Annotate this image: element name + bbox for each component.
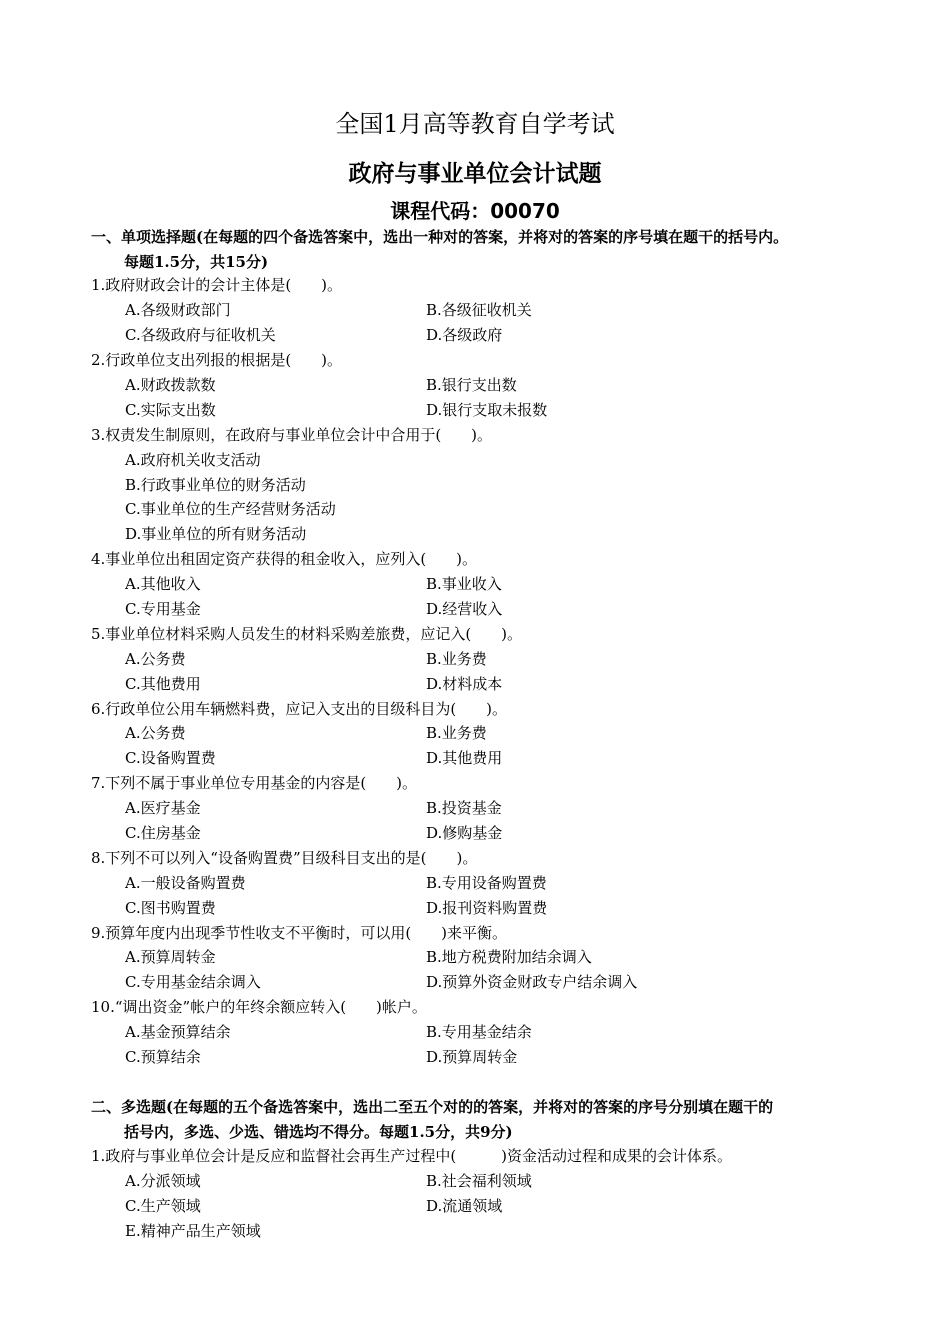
option-a: A.公务费 [125,650,186,668]
option-c: C.专用基金 [125,600,201,618]
option-c: C.住房基金 [125,824,201,842]
option-b: B.地方税费附加结余调入 [426,948,592,966]
option-e: E.精神产品生产领域 [125,1222,261,1240]
option-b: B.业务费 [426,650,487,668]
option-c: C.事业单位的生产经营财务活动 [125,500,336,518]
option-b: B.银行支出数 [426,376,517,394]
option-b: B.社会福利领域 [426,1172,532,1190]
option-d: D.预算外资金财政专户结余调入 [426,973,638,991]
course-code: 课程代码：00070 [390,199,560,223]
question-stem: 10.“调出资金”帐户的年终余额应转入( )帐户。 [91,998,427,1016]
exam-subtitle: 政府与事业单位会计试题 [348,161,602,187]
question-stem: 2.行政单位支出列报的根据是( )。 [91,351,343,369]
option-a: A.分派领域 [125,1172,201,1190]
option-b: B.业务费 [426,724,487,742]
question-stem: 6.行政单位公用车辆燃料费，应记入支出的目级科目为( )。 [91,700,508,718]
option-a: A.基金预算结余 [125,1023,231,1041]
option-d: D.各级政府 [426,326,503,344]
question-stem: 1.政府财政会计的会计主体是( )。 [91,276,343,294]
question-stem: 5.事业单位材料采购人员发生的材料采购差旅费，应记入( )。 [91,625,523,643]
option-d: D.其他费用 [426,749,503,767]
option-b: B.各级征收机关 [426,301,532,319]
question-stem: 1.政府与事业单位会计是反应和监督社会再生产过程中( )资金活动过程和成果的会计体系。 [91,1147,733,1165]
option-a: A.其他收入 [125,575,201,593]
option-a: A.公务费 [125,724,186,742]
exam-title: 全国1月高等教育自学考试 [335,110,615,138]
section2-heading-line1: 二、多选题(在每题的五个备选答案中，选出二至五个对的的答案，并将对的答案的序号分别填在题干的 [91,1098,774,1116]
option-c: C.图书购置费 [125,899,216,917]
section1-heading-line1: 一、单项选择题(在每题的四个备选答案中，选出一种对的答案，并将对的答案的序号填在题干的括号内。 [91,228,789,246]
option-d: D.流通领域 [426,1197,503,1215]
option-d: D.经营收入 [426,600,503,618]
option-a: A.一般设备购置费 [125,874,246,892]
section2-heading-line2: 括号内，多选、少选、错选均不得分。每题1.5分，共9分) [124,1122,513,1141]
option-b: B.专用设备购置费 [426,874,547,892]
option-c: C.其他费用 [125,675,201,693]
option-a: A.财政拨款数 [125,376,216,394]
option-b: B.事业收入 [426,575,502,593]
option-a: A.政府机关收支活动 [125,451,261,469]
option-d: D.修购基金 [426,824,503,842]
option-b: B.投资基金 [426,799,502,817]
option-d: D.银行支取未报数 [426,401,548,419]
question-stem: 4.事业单位出租固定资产获得的租金收入，应列入( )。 [91,550,478,568]
option-c: C.预算结余 [125,1048,201,1066]
question-stem: 7.下列不属于事业单位专用基金的内容是( )。 [91,774,418,792]
section1-heading-line2: 每题1.5分，共15分) [124,252,269,271]
option-d: D.预算周转金 [426,1048,518,1066]
option-a: A.预算周转金 [125,948,216,966]
option-b: B.专用基金结余 [426,1023,532,1041]
question-stem: 3.权责发生制原则，在政府与事业单位会计中合用于( )。 [91,426,493,444]
option-c: C.生产领域 [125,1197,201,1215]
option-d: D.报刊资料购置费 [426,899,548,917]
option-c: C.各级政府与征收机关 [125,326,276,344]
option-c: C.实际支出数 [125,401,216,419]
question-stem: 9.预算年度内出现季节性收支不平衡时，可以用( )来平衡。 [91,924,508,942]
option-a: A.各级财政部门 [125,301,231,319]
option-d: D.材料成本 [426,675,503,693]
section1-heading [91,225,881,274]
option-a: A.医疗基金 [125,799,201,817]
option-b: B.行政事业单位的财务活动 [125,476,306,494]
question-stem: 8.下列不可以列入“设备购置费”目级科目支出的是( )。 [91,849,478,867]
option-d: D.事业单位的所有财务活动 [125,525,307,543]
option-c: C.专用基金结余调入 [125,973,261,991]
option-c: C.设备购置费 [125,749,216,767]
section2-heading [91,1095,881,1144]
